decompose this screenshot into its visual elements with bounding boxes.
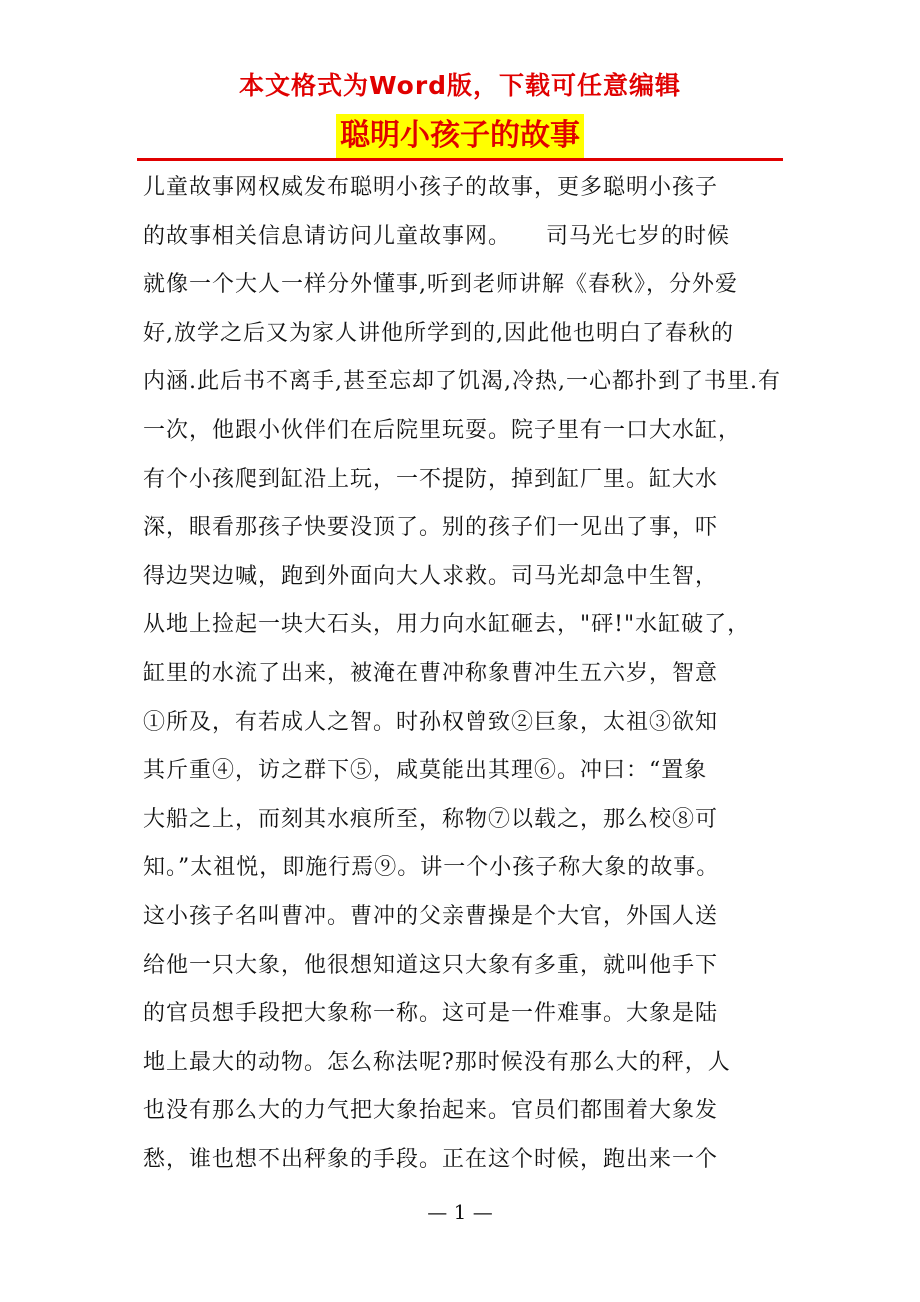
body-line: 知。”太祖悦，即施行焉⑨。讲一个小孩子称大象的故事。 (143, 855, 720, 881)
body-line: 从地上捡起一块大石头，用力向水缸砸去，"砰!"水缸破了， (143, 612, 751, 638)
body-line: 好,放学之后又为家人讲他所学到的,因此他也明白了春秋的 (143, 320, 734, 346)
body-line: 有个小孩爬到缸沿上玩，一不提防，掉到缸厂里。缸大水 (143, 466, 719, 492)
body-line: 儿童故事网权威发布聪明小孩子的故事，更多聪明小孩子 (143, 175, 719, 200)
body-line: 地上最大的动物。怎么称法呢?那时候没有那么大的秤，人 (143, 1049, 731, 1075)
page-number: — 1 — (427, 1200, 493, 1224)
format-notice-banner: 本文格式为Word版，下载可任意编辑 (238, 71, 682, 100)
body-line: 就像一个大人一样分外懂事,听到老师讲解《春秋》，分外爱 (143, 272, 738, 298)
document-title: 聪明小孩子的故事 (336, 114, 584, 158)
body-line: 得边哭边喊，跑到外面向大人求救。司马光却急中生智， (143, 563, 719, 589)
body-line: 内涵.此后书不离手,甚至忘却了饥渴,冷热,一心都扑到了书里.有 (143, 369, 781, 395)
title-container (0, 114, 920, 158)
body-line: 的故事相关信息请访问儿童故事网。 司马光七岁的时候 (143, 223, 731, 249)
body-line: 缸里的水流了出来，被淹在曹冲称象曹冲生五六岁，智意 (143, 660, 719, 686)
document-body (143, 164, 783, 1184)
body-line: 的官员想手段把大象称一称。这可是一件难事。大象是陆 (143, 1001, 719, 1027)
body-line: 一次，他跟小伙伴们在后院里玩耍。院子里有一口大水缸， (143, 417, 742, 443)
body-line: 其斤重④，访之群下⑤，咸莫能出其理⑥。冲曰：“置象 (143, 758, 708, 784)
body-line: 这小孩子名叫曹冲。曹冲的父亲曹操是个大官，外国人送 (143, 903, 719, 929)
body-line: 愁，谁也想不出秤象的手段。正在这个时候，跑出来一个 (143, 1146, 719, 1172)
body-line: 深，眼看那孩子快要没顶了。别的孩子们一见出了事，吓 (143, 515, 719, 541)
body-line: ①所及，有若成人之智。时孙权曾致②巨象，太祖③欲知 (143, 709, 719, 735)
title-divider (137, 158, 783, 161)
body-line: 大船之上，而刻其水痕所至，称物⑦以载之，那么校⑧可 (143, 806, 719, 832)
body-line: 也没有那么大的力气把大象抬起来。官员们都围着大象发 (143, 1098, 719, 1124)
body-line: 给他一只大象，他很想知道这只大象有多重，就叫他手下 (143, 952, 719, 978)
